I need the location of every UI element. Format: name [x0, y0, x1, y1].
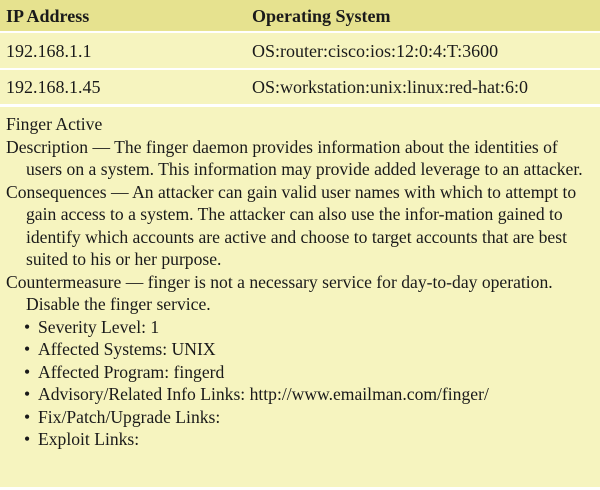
bullet-icon: •	[24, 316, 31, 337]
ip-address-cell: 192.168.1.45	[0, 70, 246, 107]
list-item	[24, 316, 594, 339]
list-item	[24, 361, 594, 384]
affected-systems: Affected Systems: UNIX	[38, 339, 216, 359]
list-item	[24, 383, 594, 406]
operating-system-cell: OS:router:cisco:ios:12:0:4:T:3600	[246, 33, 600, 70]
bullet-icon: •	[24, 361, 31, 382]
bullet-icon: •	[24, 406, 31, 427]
table-header-row	[0, 0, 600, 33]
vulnerability-attributes-list	[6, 316, 594, 451]
ip-os-table	[0, 0, 600, 107]
affected-program: Affected Program: fingerd	[38, 361, 225, 382]
operating-system-header: Operating System	[246, 0, 600, 33]
bullet-icon: •	[24, 384, 31, 404]
countermeasure-paragraph: Countermeasure — finger is not a necessary service for day-to-day operation. Disable the finger service.	[6, 271, 553, 314]
vulnerability-details	[0, 107, 600, 487]
bullet-icon: •	[24, 339, 31, 359]
ip-address-cell: 192.168.1.1	[0, 33, 246, 70]
description-paragraph: Description — The finger daemon provides information about the identities of users on a system. This information may provide added leverage to an attacker.	[6, 136, 583, 179]
advisory-links: Advisory/Related Info Links: http://www.emailman.com/finger/	[38, 384, 489, 404]
bullet-icon: •	[24, 429, 31, 449]
severity-level: Severity Level: 1	[38, 316, 160, 337]
fix-patch-links: Fix/Patch/Upgrade Links:	[38, 406, 221, 427]
consequences-paragraph: Consequences — An attacker can gain valid user names with which to attempt to gain access to a system. The attacker can also use the infor-mation gained to identify which accounts are active and choose to target accounts that are best suited to his or her purpose.	[6, 181, 577, 269]
list-item	[24, 338, 594, 361]
table-row	[0, 33, 600, 70]
list-item	[24, 406, 594, 429]
table-row	[0, 70, 600, 107]
list-item	[24, 428, 594, 451]
operating-system-cell: OS:workstation:unix:linux:red-hat:6:0	[246, 70, 600, 107]
vulnerability-title: Finger Active	[6, 114, 103, 134]
ip-address-header: IP Address	[0, 0, 246, 33]
exploit-links: Exploit Links:	[38, 429, 140, 449]
